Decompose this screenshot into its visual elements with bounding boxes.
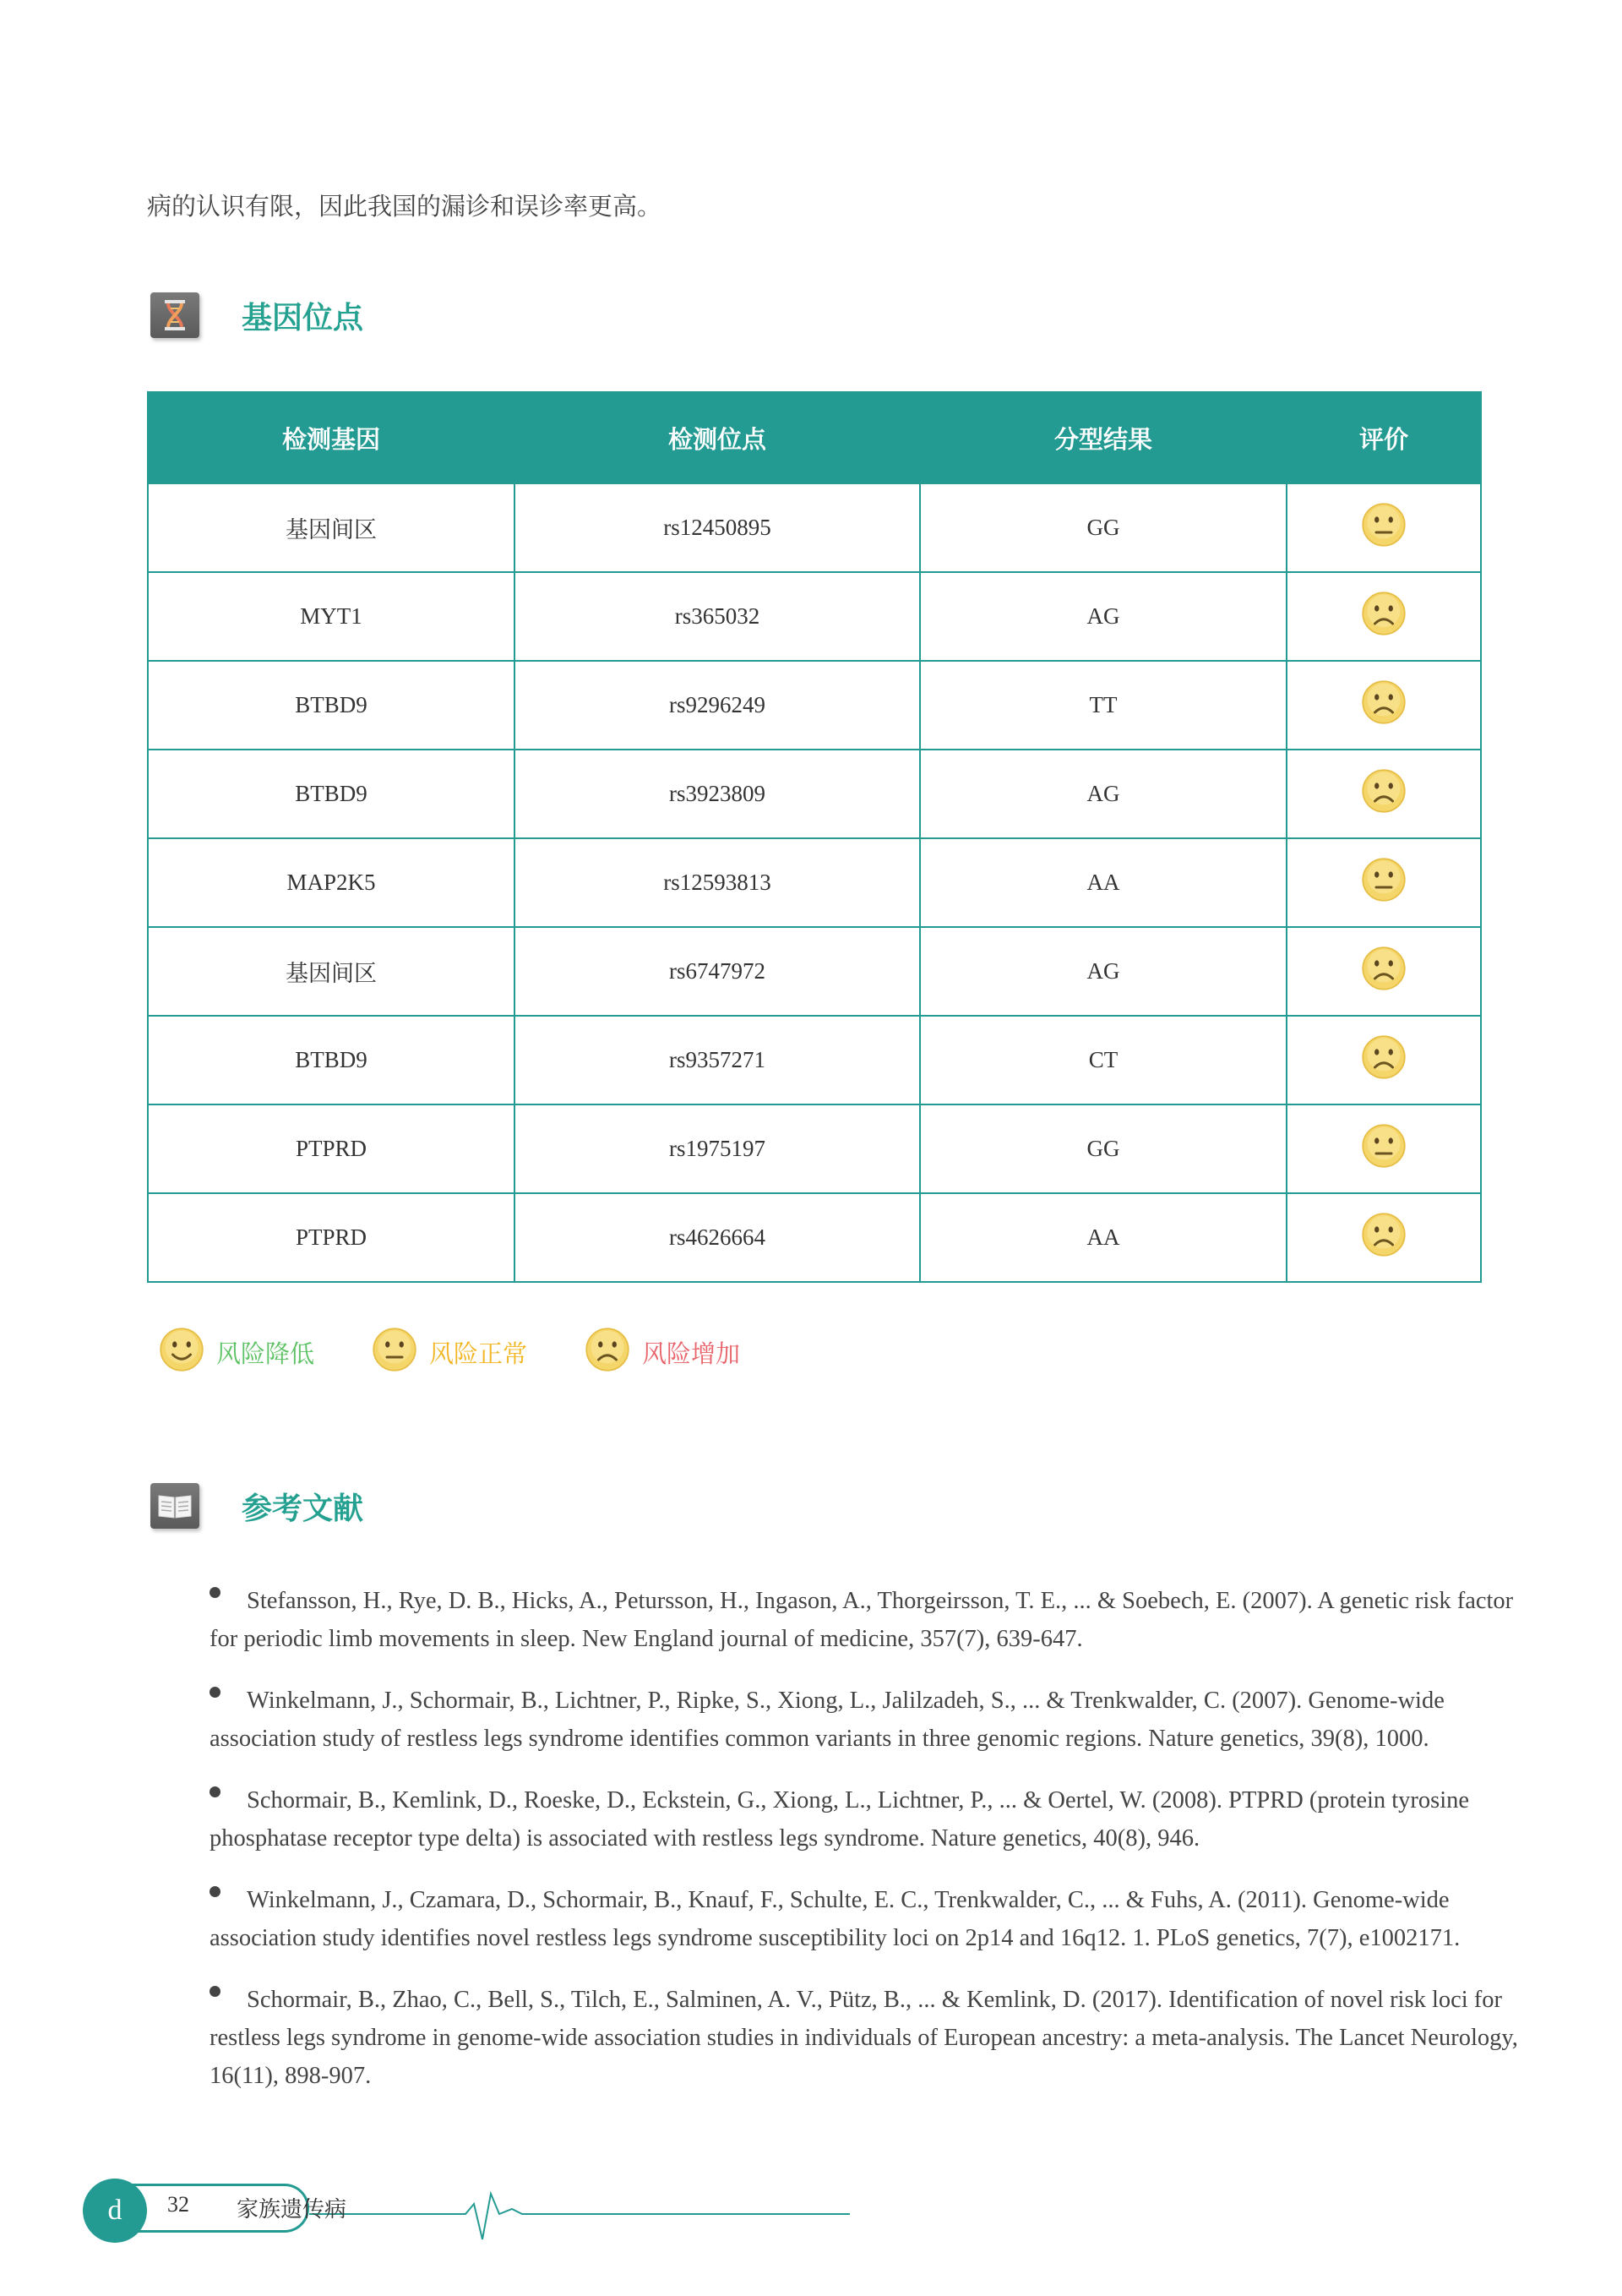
column-header-site: 检测位点 xyxy=(514,392,920,483)
footer-title: 家族遗传病 xyxy=(237,2197,347,2222)
gene-cell: MAP2K5 xyxy=(148,838,514,927)
sad-face-icon xyxy=(585,1327,630,1378)
legend-label-normal-risk: 风险正常 xyxy=(429,1339,528,1368)
site-cell: rs365032 xyxy=(514,572,920,661)
gene-cell: BTBD9 xyxy=(148,661,514,750)
legend-label-low-risk: 风险降低 xyxy=(216,1339,315,1368)
reference-text: Schormair, B., Kemlink, D., Roeske, D., Eckstein, G., Xiong, L., Lichtner, P., ... & Oertel, W. (2008). PTPRD (protein tyrosine phosphatase receptor type delta) is associated with restless legs syndrome. Nature genetics, 40(8), 946. xyxy=(210,1787,1470,1852)
genotype-cell: AA xyxy=(920,1193,1287,1282)
rating-cell xyxy=(1287,661,1481,750)
table-row xyxy=(148,750,1481,838)
bullet-icon xyxy=(210,1687,220,1698)
genotype-cell: GG xyxy=(920,483,1287,572)
gene-table xyxy=(147,391,1482,1283)
gene-cell: BTBD9 xyxy=(148,1016,514,1104)
legend-item-low-risk xyxy=(147,1327,314,1378)
legend-item-high-risk xyxy=(573,1327,740,1378)
page-number: 32 xyxy=(167,2192,189,2217)
column-header-gene: 检测基因 xyxy=(148,392,514,483)
reference-text: Winkelmann, J., Schormair, B., Lichtner, P., Ripke, S., Xiong, L., Jalilzadeh, S., ... & Trenkwalder, C. (2007). Genome-wide association study of restless legs syndrome identifies common variants in three genomic regions. Nature genetics, 39(8), 1000. xyxy=(210,1688,1445,1752)
rating-cell xyxy=(1287,1016,1481,1104)
dna-hourglass-icon xyxy=(150,292,199,338)
sad-face-icon xyxy=(1361,1212,1407,1263)
site-cell: rs1975197 xyxy=(514,1104,920,1193)
gene-section-header xyxy=(150,292,363,338)
footer-letter-badge: d xyxy=(83,2179,147,2243)
gene-cell: PTPRD xyxy=(148,1193,514,1282)
references-section-header xyxy=(150,1483,363,1529)
bullet-icon xyxy=(210,1986,220,1997)
bullet-icon xyxy=(210,1886,220,1897)
table-row xyxy=(148,483,1481,572)
sad-face-icon xyxy=(1361,591,1407,642)
site-cell: rs3923809 xyxy=(514,750,920,838)
site-cell: rs9357271 xyxy=(514,1016,920,1104)
table-row xyxy=(148,572,1481,661)
gene-cell: 基因间区 xyxy=(148,483,514,572)
heartbeat-line-icon xyxy=(309,2179,850,2246)
genotype-cell: AG xyxy=(920,927,1287,1016)
neutral-face-icon xyxy=(1361,502,1407,554)
neutral-face-icon xyxy=(1361,857,1407,908)
site-cell: rs9296249 xyxy=(514,661,920,750)
rating-cell xyxy=(1287,483,1481,572)
site-cell: rs4626664 xyxy=(514,1193,920,1282)
page-footer xyxy=(83,2179,843,2246)
rating-cell xyxy=(1287,927,1481,1016)
reference-text: Schormair, B., Zhao, C., Bell, S., Tilch, E., Salminen, A. V., Pütz, B., ... & Kemlink, D. (2017). Identification of novel risk loci for restless legs syndrome in genome-wide association studies in individuals of European ancestry: a meta-analysis. The Lancet Neurology, 16(11), 898-907. xyxy=(210,1987,1518,2089)
table-header-row xyxy=(148,392,1481,483)
rating-cell xyxy=(1287,750,1481,838)
sad-face-icon xyxy=(1361,679,1407,731)
legend-item-normal-risk xyxy=(360,1327,527,1378)
site-cell: rs12450895 xyxy=(514,483,920,572)
genotype-cell: TT xyxy=(920,661,1287,750)
site-cell: rs12593813 xyxy=(514,838,920,927)
table-row xyxy=(148,927,1481,1016)
book-icon xyxy=(150,1483,199,1529)
reference-item xyxy=(210,1881,1527,1957)
legend-label-high-risk: 风险增加 xyxy=(642,1339,741,1368)
sad-face-icon xyxy=(1361,1034,1407,1086)
happy-face-icon xyxy=(159,1327,204,1378)
genotype-cell: CT xyxy=(920,1016,1287,1104)
reference-text: Winkelmann, J., Czamara, D., Schormair, B., Knauf, F., Schulte, E. C., Trenkwalder, C., ... & Fuhs, A. (2011). Genome-wide association study identifies novel restless legs syndrome susceptibility loci on 2p14 and 16q12. 1. PLoS genetics, 7(7), e1002171. xyxy=(210,1887,1461,1951)
column-header-rating: 评价 xyxy=(1287,392,1481,483)
site-cell: rs6747972 xyxy=(514,927,920,1016)
reference-item xyxy=(210,1682,1527,1758)
gene-cell: BTBD9 xyxy=(148,750,514,838)
genotype-cell: AA xyxy=(920,838,1287,927)
rating-cell xyxy=(1287,838,1481,927)
bullet-icon xyxy=(210,1786,220,1797)
table-row xyxy=(148,1016,1481,1104)
reference-item xyxy=(210,1582,1527,1658)
gene-section-title: 基因位点 xyxy=(242,300,364,335)
rating-cell xyxy=(1287,1104,1481,1193)
table-row xyxy=(148,1193,1481,1282)
bullet-icon xyxy=(210,1587,220,1598)
neutral-face-icon xyxy=(372,1327,417,1378)
table-row xyxy=(148,1104,1481,1193)
reference-item xyxy=(210,1981,1527,2095)
gene-cell: MYT1 xyxy=(148,572,514,661)
reference-item xyxy=(210,1781,1527,1857)
reference-list xyxy=(210,1582,1527,2119)
genotype-cell: AG xyxy=(920,750,1287,838)
genotype-cell: AG xyxy=(920,572,1287,661)
references-section-title: 参考文献 xyxy=(242,1491,364,1526)
rating-cell xyxy=(1287,572,1481,661)
neutral-face-icon xyxy=(1361,1123,1407,1175)
sad-face-icon xyxy=(1361,768,1407,820)
column-header-genotype: 分型结果 xyxy=(920,392,1287,483)
sad-face-icon xyxy=(1361,946,1407,997)
gene-cell: 基因间区 xyxy=(148,927,514,1016)
table-row xyxy=(148,838,1481,927)
gene-cell: PTPRD xyxy=(148,1104,514,1193)
table-row xyxy=(148,661,1481,750)
intro-text: 病的认识有限，因此我国的漏诊和误诊率更高。 xyxy=(147,192,662,221)
reference-text: Stefansson, H., Rye, D. B., Hicks, A., Petursson, H., Ingason, A., Thorgeirsson, T. E., ... & Soebech, E. (2007). A genetic risk factor for periodic limb movements in sleep. New England journal of medicine, 357(7), 639-647. xyxy=(210,1588,1514,1652)
genotype-cell: GG xyxy=(920,1104,1287,1193)
risk-legend xyxy=(147,1327,786,1378)
rating-cell xyxy=(1287,1193,1481,1282)
